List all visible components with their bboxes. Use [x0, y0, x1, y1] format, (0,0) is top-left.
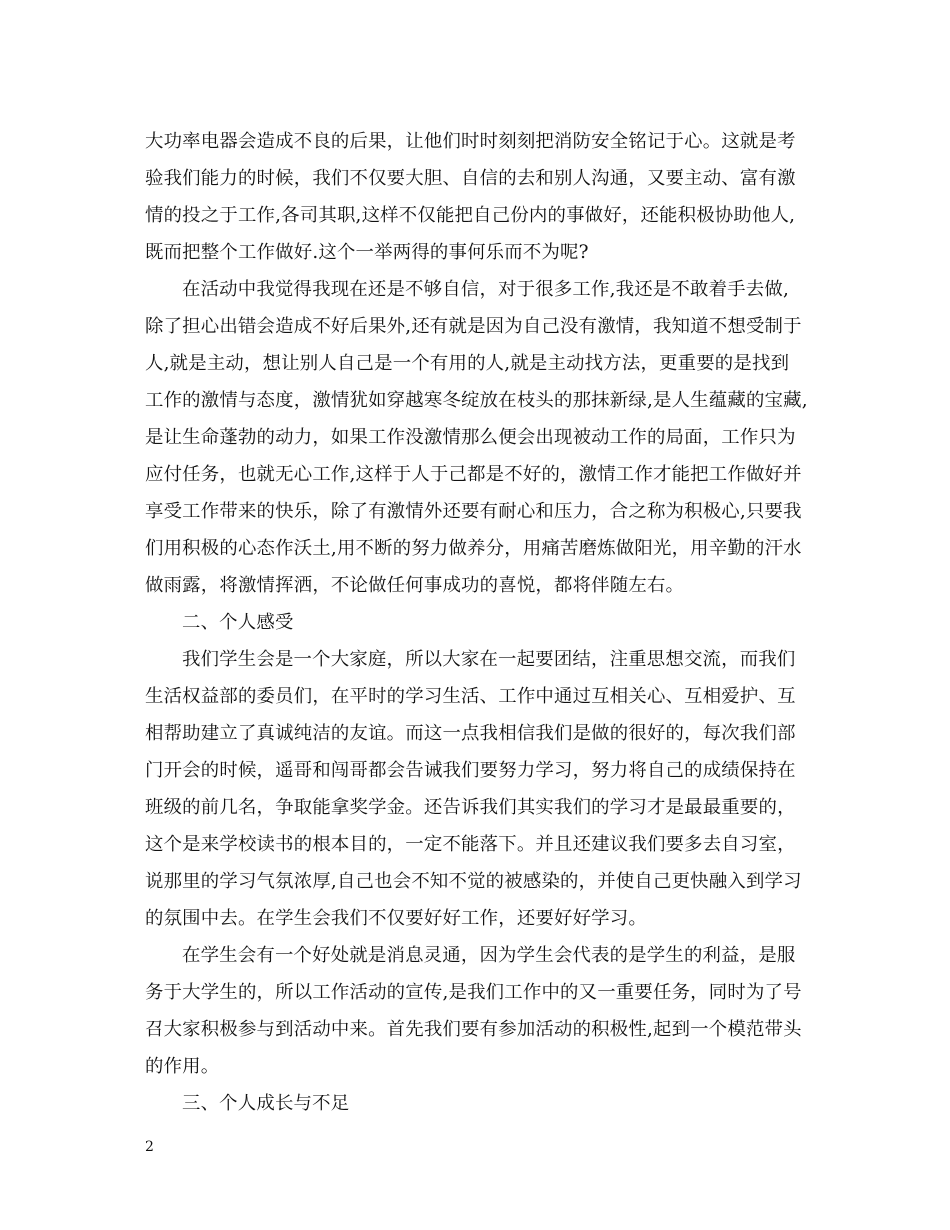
- text-line: 的作用。: [145, 1056, 220, 1077]
- text-line: 召大家积极参与到活动中来。首先我们要有参加活动的积极性,起到一个模范带头: [145, 1019, 802, 1040]
- text-line: 是让生命蓬勃的动力，如果工作没激情那么便会出现被动工作的局面，工作只为: [145, 427, 796, 448]
- text-line: 工作的激情与态度，激情犹如穿越寒冬绽放在枝头的那抹新绿,是人生蕴藏的宝藏,: [145, 390, 808, 411]
- text-line: 享受工作带来的快乐，除了有激情外还要有耐心和压力，合之称为积极心,只要我: [145, 501, 802, 522]
- text-line: 相帮助建立了真诚纯洁的友谊。而这一点我相信我们是做的很好的，每次我们部: [145, 723, 796, 744]
- text-line: 的氛围中去。在学生会我们不仅要好好工作，还要好好学习。: [145, 908, 647, 929]
- text-line: 班级的前几名，争取能拿奖学金。还告诉我们其实我们的学习才是最最重要的，: [145, 797, 796, 818]
- text-line: 人,就是主动，想让别人自己是一个有用的人,就是主动找方法，更重要的是找到: [145, 353, 790, 374]
- page-number: 2: [145, 1139, 154, 1155]
- text-line: 做雨露，将激情挥洒，不论做任何事成功的喜悦，都将伴随左右。: [145, 575, 685, 596]
- text-line: 应付任务，也就无心工作,这样于人于己都是不好的，激情工作才能把工作做好并: [145, 464, 802, 485]
- text-line: 这个是来学校读书的根本目的，一定不能落下。并且还建议我们要多去自习室，: [145, 834, 796, 855]
- section-heading-growth-and-shortcomings: 三、个人成长与不足: [182, 1093, 350, 1114]
- paragraph-start-line: 在活动中我觉得我现在还是不够自信，对于很多工作,我还是不敢着手去做,: [182, 279, 789, 300]
- section-heading-personal-feelings: 二、个人感受: [182, 612, 294, 633]
- text-line: 大功率电器会造成不良的后果，让他们时时刻刻把消防安全铭记于心。这就是考: [145, 131, 796, 152]
- paragraph-start-line: 我们学生会是一个大家庭，所以大家在一起要团结，注重思想交流，而我们: [182, 649, 796, 670]
- text-line: 门开会的时候，遥哥和闯哥都会告诫我们要努力学习，努力将自己的成绩保持在: [145, 760, 796, 781]
- paragraph-start-line: 在学生会有一个好处就是消息灵通，因为学生会代表的是学生的利益，是服: [182, 945, 796, 966]
- text-line: 说那里的学习气氛浓厚,自己也会不知不觉的被感染的，并使自己更快融入到学习: [145, 871, 802, 892]
- text-line: 生活权益部的委员们，在平时的学习生活、工作中通过互相关心、互相爱护、互: [145, 686, 796, 707]
- document-body: [145, 128, 815, 1127]
- text-line: 务于大学生的，所以工作活动的宣传,是我们工作中的又一重要任务，同时为了号: [145, 982, 802, 1003]
- text-line: 验我们能力的时候，我们不仅要大胆、自信的去和别人沟通，又要主动、富有激: [145, 168, 796, 189]
- text-line: 既而把整个工作做好.这个一举两得的事何乐而不为呢?: [145, 242, 589, 263]
- text-line: 们用积极的心态作沃土,用不断的努力做养分，用痛苦磨炼做阳光，用辛勤的汗水: [145, 538, 802, 559]
- text-line: 情的投之于工作,各司其职,这样不仅能把自己份内的事做好，还能积极协助他人,: [145, 205, 796, 226]
- text-line: 除了担心出错会造成不好后果外,还有就是因为自己没有激情，我知道不想受制于: [145, 316, 802, 337]
